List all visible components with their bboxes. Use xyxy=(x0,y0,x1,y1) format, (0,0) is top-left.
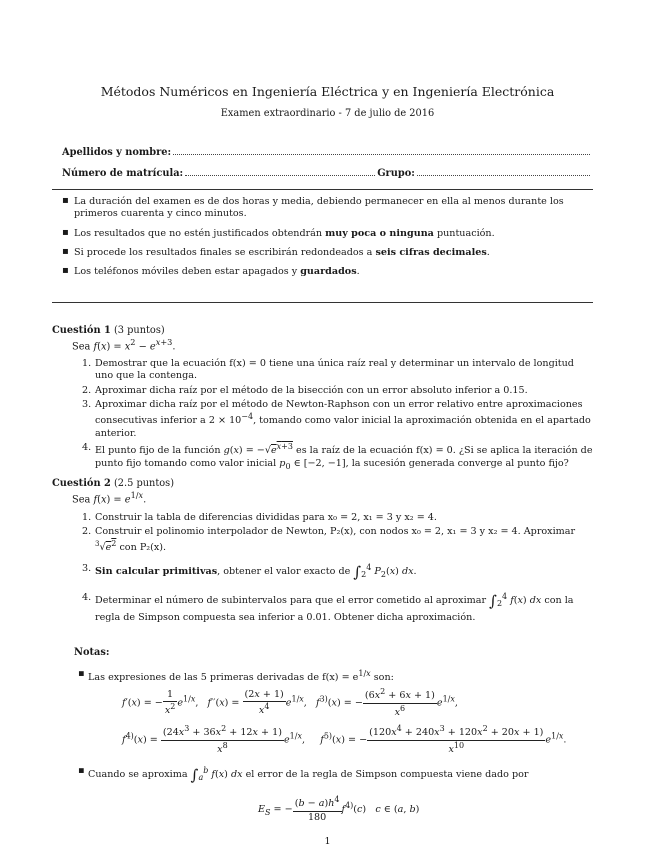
q1-item: 3. Aproximar dicha raíz por el método de Newton-Raphson con un error relativo entre aproximaciones consecutivas inferior a $2 \times 10^{-4}$, tomando como valor inicial la aproximación obtenida en el apartado anterior. xyxy=(82,399,591,439)
q1-item: 1. Demostrar que la ecuación f(x) = 0 tiene una única raíz real y determinar un intervalo de longitud uno que la contenga. xyxy=(82,358,574,382)
q1-definition: Sea $f(x) = x^2 - e^{x+3}$. xyxy=(72,337,176,353)
q1-items xyxy=(82,358,594,474)
note-derivatives: ▪ Las expresiones de las 5 primeras derivadas de $f(x) = e^{1/x}$ son: xyxy=(88,669,394,685)
q2-heading: Cuestión 2 (2.5 puntos) xyxy=(52,478,175,489)
q2-item: 2. Construir el polinomio interpolador de Newton, P₂(x), con nodos x₀ = 2, x₁ = 3 y x₂ = 4. Aproximar $^3√e^2$ con P₂(x). xyxy=(82,526,576,554)
q1-item: 4. El punto fijo de la función $g(x) = -√e^{x+3}$ es la raíz de la ecuación f(x) = 0. ¿Si se aplica la iteración de punto fijo tomando como valor inicial $p_0$ ∈ [−2, −1], la sucesión generada converge al punto fijo? xyxy=(82,442,593,471)
name-field[interactable] xyxy=(62,146,592,160)
bottom-divider xyxy=(52,302,593,303)
simpson-error-formula: $E_S$ = − $\frac{(b - a)h^4}{180}$ $f^{4)}(c)$ c ∈ (a, b) xyxy=(258,795,420,823)
instruction-item: ▪ Si procede los resultados finales se escribirán redondeados a seis cifras decimales. xyxy=(62,247,594,259)
instruction-item: ▪ Los resultados que no estén justificados obtendrán muy poca o ninguna puntuación. xyxy=(62,228,594,240)
q2-item: 3. Sin calcular primitivas, obtener el valor exacto de $\int_2^4$ $P_2(x)$ dx. xyxy=(82,562,417,581)
page-number: 1 xyxy=(324,836,331,847)
q2-item: 4. Determinar el número de subintervalos para que el error cometido al aproximar $\int_2^4$ f(x) dx con la regla de Simpson compuesta sea inferior a 0.01. Obtener dicha aproximación. xyxy=(82,592,574,623)
instruction-item: ▪ La duración del examen es de dos horas y media, debiendo permanecer en ella al menos durante los primeros cuarenta y cinco minutos. xyxy=(62,196,594,221)
instructions-list xyxy=(62,196,594,284)
notes-title: Notas: xyxy=(74,647,110,658)
name-label: Apellidos y nombre: xyxy=(62,147,172,158)
q1-heading: Cuestión 1 (3 puntos) xyxy=(52,325,165,336)
derivatives-line-2: $f^{4)}(x)$ = $\frac{(24x^3 + 36x^2 + 12x + 1)}{x^8}$ $e^{1/x}$, $f^{5)}(x)$ = − $\frac{(120x^4 + 240x^3 + 120x^2 + 20x + 1)}{x^{10}}$ $e^{1/x}$. xyxy=(122,724,567,755)
id-dotted-line[interactable] xyxy=(185,167,375,176)
q1-item: 2. Aproximar dicha raíz por el método de la bisección con un error absoluto inferior a 0.15. xyxy=(82,384,528,396)
q2-items xyxy=(82,512,594,626)
id-label: Número de matrícula: xyxy=(62,168,184,179)
exam-title: Métodos Numéricos en Ingeniería Eléctrica y en Ingeniería Electrónica xyxy=(100,84,555,99)
instruction-item: ▪ Los teléfonos móviles deben estar apagados y guardados. xyxy=(62,266,594,278)
q2-item: 1. Construir la tabla de diferencias divididas para x₀ = 2, x₁ = 3 y x₂ = 4. xyxy=(82,512,437,523)
derivatives-line-1: f′(x) = − $\frac{1}{x^2}$ $e^{1/x}$, f′′(x) = $\frac{(2x + 1)}{x^4}$ $e^{1/x}$, $f^{3)}(x)$ = − $\frac{(6x^2 + 6x + 1)}{x^6}$ $e^{1/x}$, xyxy=(122,687,458,718)
group-dotted-line[interactable] xyxy=(417,167,590,176)
exam-subtitle: Examen extraordinario - 7 de julio de 2016 xyxy=(220,108,435,119)
name-dotted-line[interactable] xyxy=(173,146,590,155)
id-group-field[interactable] xyxy=(62,167,592,181)
group-label: Grupo: xyxy=(377,168,415,179)
note-simpson: ▪ Cuando se aproxima $\int_a^b$ f(x) dx el error de la regla de Simpson compuesta viene dado por xyxy=(88,766,528,786)
q2-definition: Sea $f(x) = e^{1/x}$. xyxy=(72,490,147,506)
top-divider xyxy=(52,189,593,190)
